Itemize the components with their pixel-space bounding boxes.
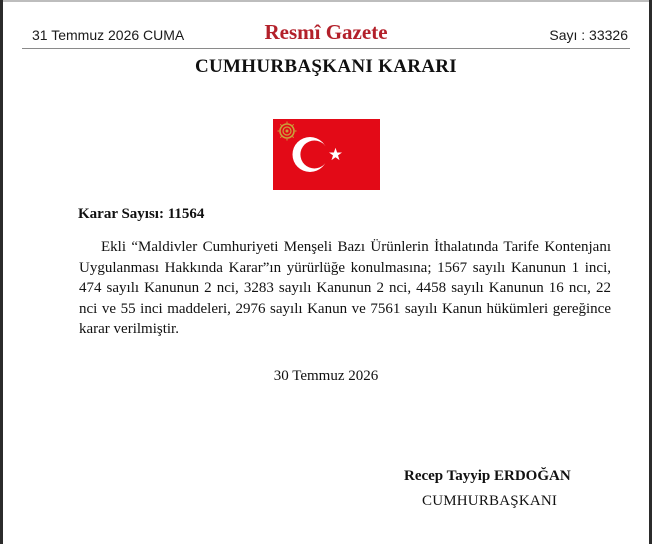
turkish-flag-icon bbox=[273, 119, 380, 190]
signer-title: CUMHURBAŞKANI bbox=[422, 493, 558, 509]
gazette-header bbox=[22, 18, 630, 48]
decision-number: Karar Sayısı: 11564 bbox=[78, 206, 205, 222]
decision-body: Ekli “Maldivler Cumhuriyeti Menşeli Bazı Ürünlerin İthalatında Tarife Kontenjanı Uygulanması Hakkında Karar”ın yürürlüğe konulmasına; 1567 sayılı Kanunun 1 inci, 474 sayılı Kanunun 2 nci, 3283 sayılı Kanunun 2 nci, 4458 sayılı Kanunun 16 ncı, 22 nci ve 55 inci maddeleri, 2976 sayılı Kanun ve 7561 sayılı Kanun hükümleri gereğince karar verilmiştir. bbox=[79, 239, 611, 338]
gazette-masthead: Resmî Gazete bbox=[264, 20, 388, 44]
presidential-seal-icon bbox=[278, 122, 297, 141]
page-frame-left bbox=[0, 0, 3, 544]
document-title: CUMHURBAŞKANI KARARI bbox=[195, 56, 457, 77]
header-divider bbox=[22, 48, 630, 49]
decision-date: 30 Temmuz 2026 bbox=[273, 368, 379, 384]
signer-name: Recep Tayyip ERDOĞAN bbox=[404, 468, 571, 484]
page-frame-top bbox=[0, 0, 652, 2]
header-date: 31 Temmuz 2026 CUMA bbox=[32, 27, 185, 43]
issue-number: Sayı : 33326 bbox=[549, 27, 628, 43]
